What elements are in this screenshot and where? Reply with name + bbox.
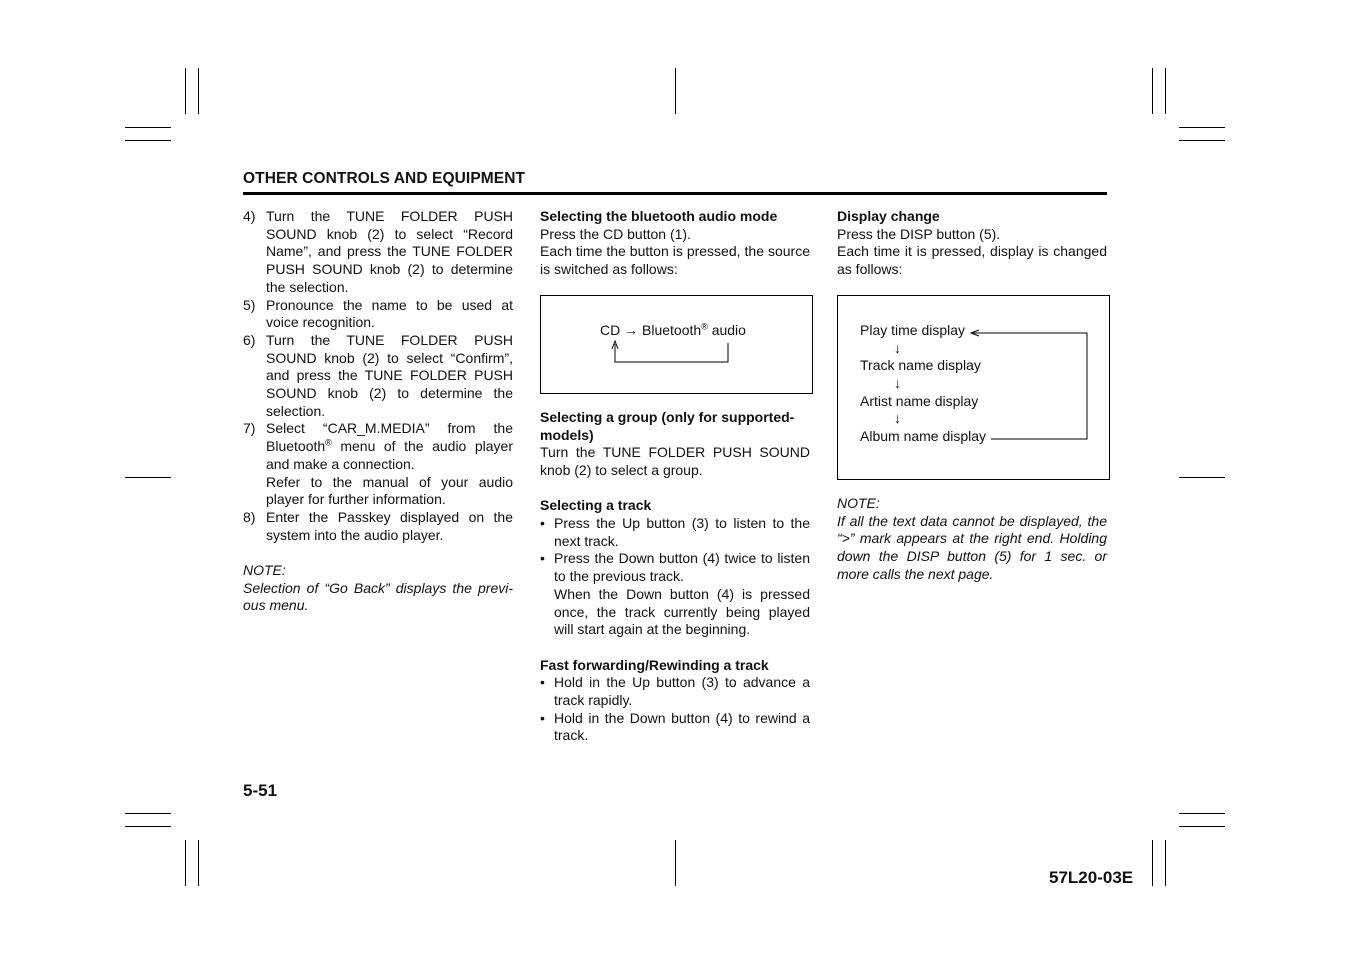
down-arrow-icon: ↓ [894, 410, 901, 427]
group-text: Turn the TUNE FOLDER PUSH SOUND knob (2) to select a group. [540, 444, 810, 478]
flow-item-play-time: Play time display [860, 321, 966, 338]
ff-bullet-1: • Hold in the Up button (3) to advance a track rapidly. [540, 674, 810, 709]
ff-bullet-2: • Hold in the Down button (4) to rewind a track. [540, 709, 810, 744]
group-heading: Selecting a group (only for supported-models) [540, 408, 795, 443]
down-arrow-icon: ↓ [894, 374, 901, 391]
track-heading: Selecting a track [540, 497, 652, 514]
display-change-p2: Each time it is pressed, display is changed as follows: [837, 243, 1107, 278]
note-label: NOTE: [243, 562, 286, 579]
step-5: 5) Pronounce the name to be used at voice recognition. [243, 296, 513, 331]
track-bullet-2: • Press the Down button (4) twice to listen to the previous track. When the Down button (4) is pressed once, the track currently being played will start again at the beginning. [540, 550, 810, 638]
display-change-heading: Display change [837, 208, 940, 224]
ff-heading: Fast forwarding/Rewinding a track [540, 656, 769, 673]
header-rule [243, 192, 1107, 195]
bt-mode-p1: Press the CD button (1). [540, 225, 691, 242]
bt-mode-p2: Each time the button is pressed, the source is switched as follows: [540, 243, 810, 278]
display-flow-diagram [837, 295, 1110, 480]
track-bullet-1: • Press the Up button (3) to listen to the next track. [540, 515, 810, 549]
flow-item-album-name: Album name display [860, 428, 987, 445]
note-text: If all the text data cannot be displayed, the “>” mark appears at the right end. Holding down the DISP button (5) for 1 sec. or more calls the next page. [837, 512, 1107, 582]
bt-mode-heading: Selecting the bluetooth audio mode [540, 208, 778, 224]
source-flow-label: CD → Bluetooth® audio [600, 321, 746, 338]
display-flow-loop-arrow [838, 296, 1109, 479]
flow-item-artist-name: Artist name display [860, 392, 979, 409]
note-text: Selection of “Go Back” displays the previ-ous menu. [243, 579, 513, 614]
step-4: 4) Turn the TUNE FOLDER PUSH SOUND knob (2) to select “Record Name”, and press the TUNE FOLDER PUSH SOUND knob (2) to determine the selection. [243, 208, 513, 295]
step-6: 6) Turn the TUNE FOLDER PUSH SOUND knob (2) to select “Confirm”, and press the TUNE FOLDER PUSH SOUND knob (2) to determine the selection. [243, 331, 513, 419]
section-header: OTHER CONTROLS AND EQUIPMENT [243, 170, 526, 187]
column-1 [243, 208, 513, 615]
step-8: 8) Enter the Passkey displayed on the system into the audio player. [243, 508, 513, 543]
flow-item-track-name: Track name display [860, 357, 981, 374]
display-change-p1: Press the DISP button (5). [837, 225, 1001, 242]
source-flow-diagram [540, 295, 813, 394]
page-number: 5-51 [243, 781, 278, 800]
step-7: 7) Select “CAR_M.MEDIA” from the Bluetooth® menu of the audio player and make a connection. Refer to the manual of your audio player for further information. [243, 420, 513, 508]
note-label: NOTE: [837, 494, 880, 511]
source-flow-loop-arrow [541, 296, 812, 393]
step-7-refer: Refer to the manual of your audio player for further information. [266, 473, 513, 508]
document-code: 57L20-03E [1049, 868, 1134, 887]
column-3 [837, 208, 1107, 583]
column-2 [540, 208, 810, 745]
down-arrow-icon: ↓ [894, 339, 901, 356]
